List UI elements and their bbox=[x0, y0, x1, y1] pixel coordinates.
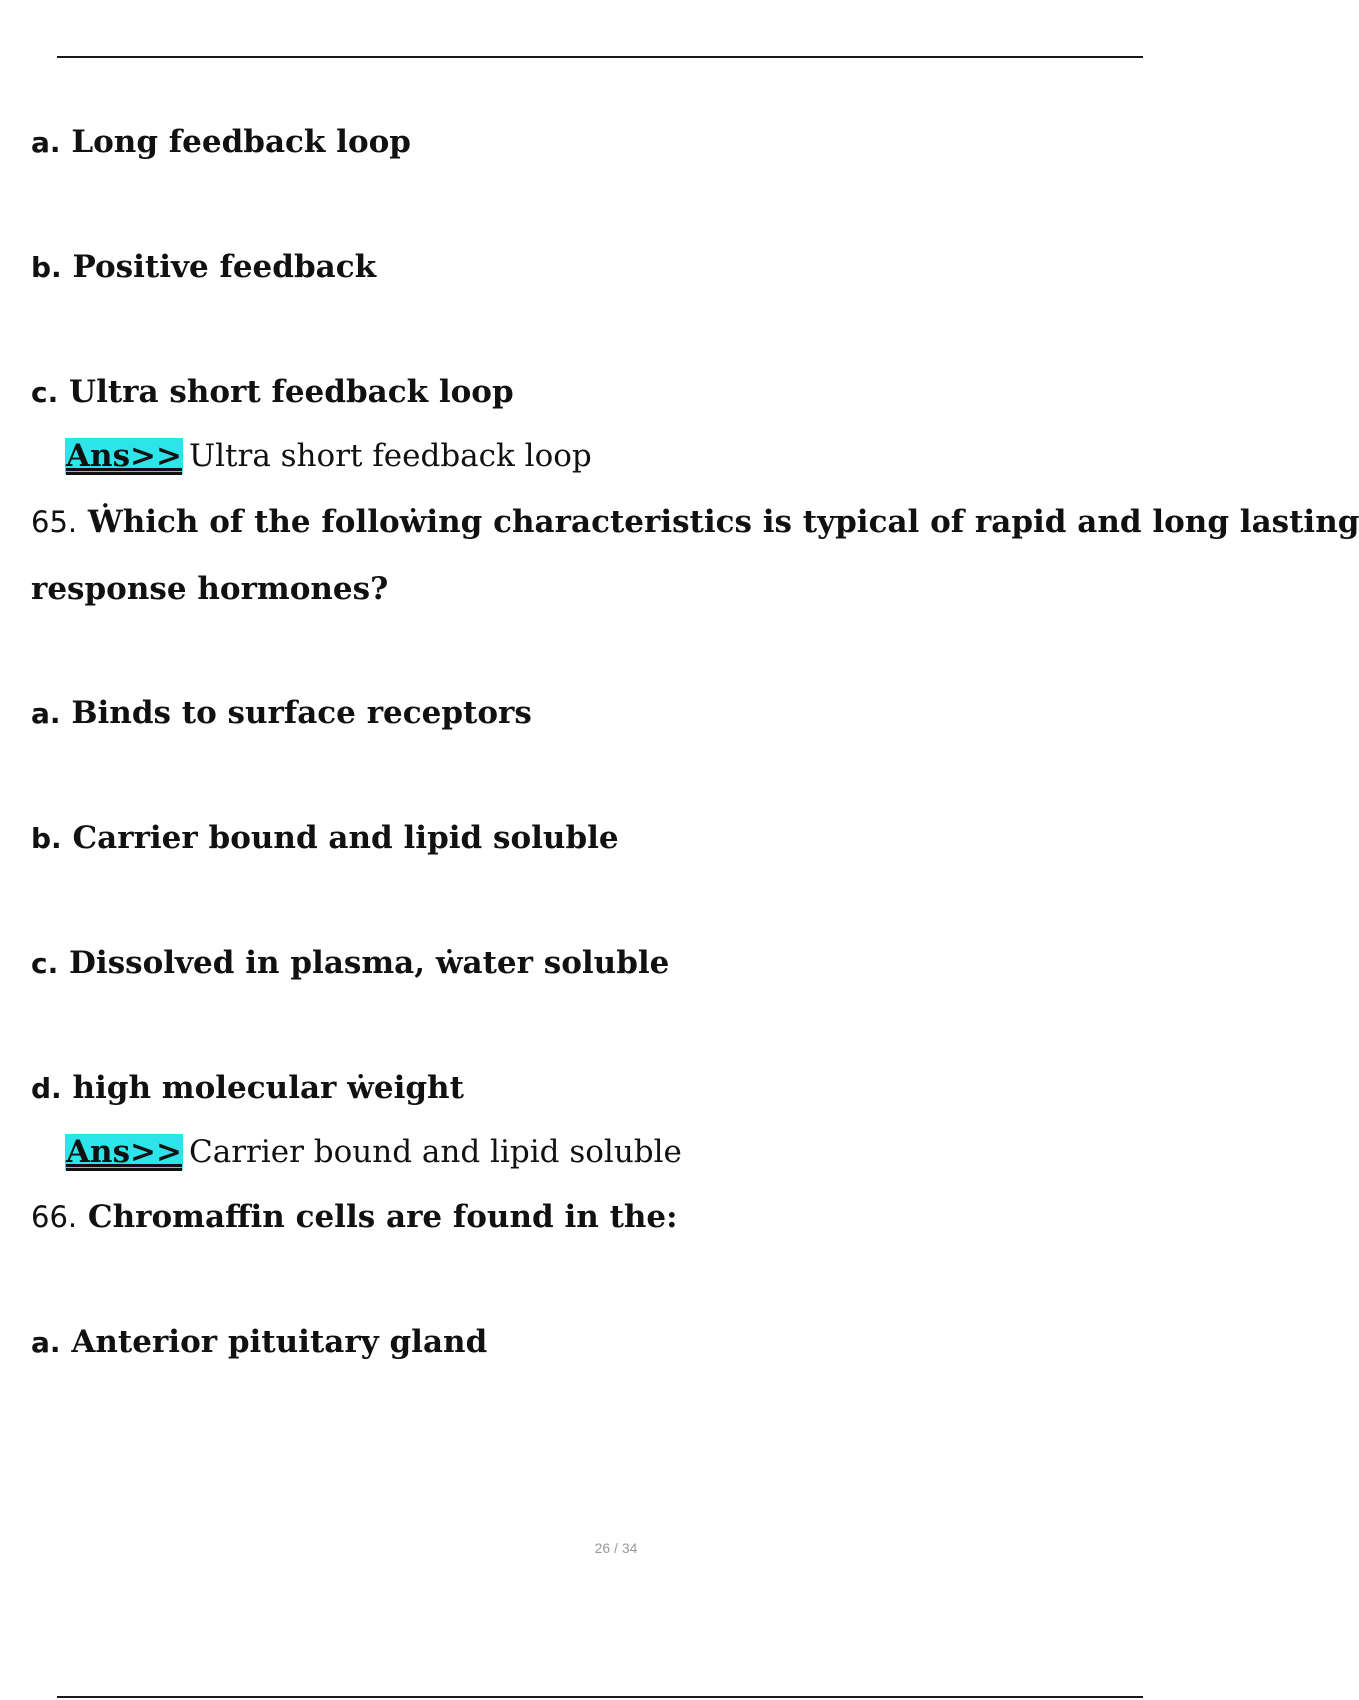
top-rule bbox=[57, 56, 1143, 58]
option-prefix: a. bbox=[31, 697, 61, 730]
question-number: 65. bbox=[31, 505, 78, 539]
option-c-ultra-short bbox=[31, 372, 514, 413]
option-text: Binds to surface receptors bbox=[71, 695, 532, 731]
option-text: Positive feedback bbox=[72, 249, 377, 285]
option-text: high molecular ẇeight bbox=[72, 1070, 464, 1106]
question-65-line2 bbox=[31, 569, 388, 609]
answer-q65 bbox=[65, 1132, 682, 1172]
option-a-long-feedback bbox=[31, 122, 411, 163]
option-text: Dissolved in plasma, ẇater soluble bbox=[69, 945, 670, 981]
option-prefix: a. bbox=[31, 126, 61, 159]
question-text: Ẇhich of the folloẇing characteristics is typical of rapid and long lasting bbox=[87, 504, 1359, 540]
answer-tag: Ans>> bbox=[66, 438, 182, 474]
bottom-rule bbox=[57, 1696, 1143, 1698]
answer-text: Carrier bound and lipid soluble bbox=[189, 1134, 682, 1170]
q65-option-a bbox=[31, 693, 532, 734]
question-text-continued: response hormones? bbox=[31, 571, 389, 607]
q65-option-d bbox=[31, 1068, 464, 1109]
option-prefix: a. bbox=[31, 1326, 61, 1359]
q65-option-c bbox=[31, 943, 669, 984]
question-text: Chromaffin cells are found in the: bbox=[87, 1199, 678, 1235]
page-number: 26 / 34 bbox=[594, 1540, 638, 1556]
option-prefix: b. bbox=[31, 822, 62, 855]
option-text: Carrier bound and lipid soluble bbox=[72, 820, 619, 856]
option-prefix: c. bbox=[31, 947, 59, 980]
option-prefix: d. bbox=[31, 1072, 62, 1105]
answer-text: Ultra short feedback loop bbox=[189, 438, 592, 474]
question-66 bbox=[31, 1197, 678, 1237]
option-prefix: c. bbox=[31, 376, 59, 409]
question-65-line1 bbox=[31, 502, 1359, 542]
option-prefix: b. bbox=[31, 251, 62, 284]
q65-option-b bbox=[31, 818, 619, 859]
option-b-positive-feedback bbox=[31, 247, 376, 288]
option-text: Long feedback loop bbox=[71, 124, 411, 160]
option-text: Anterior pituitary gland bbox=[71, 1324, 488, 1360]
q66-option-a bbox=[31, 1322, 487, 1363]
answer-q64 bbox=[65, 436, 592, 476]
question-number: 66. bbox=[31, 1200, 78, 1234]
option-text: Ultra short feedback loop bbox=[69, 374, 514, 410]
answer-tag: Ans>> bbox=[66, 1134, 182, 1170]
